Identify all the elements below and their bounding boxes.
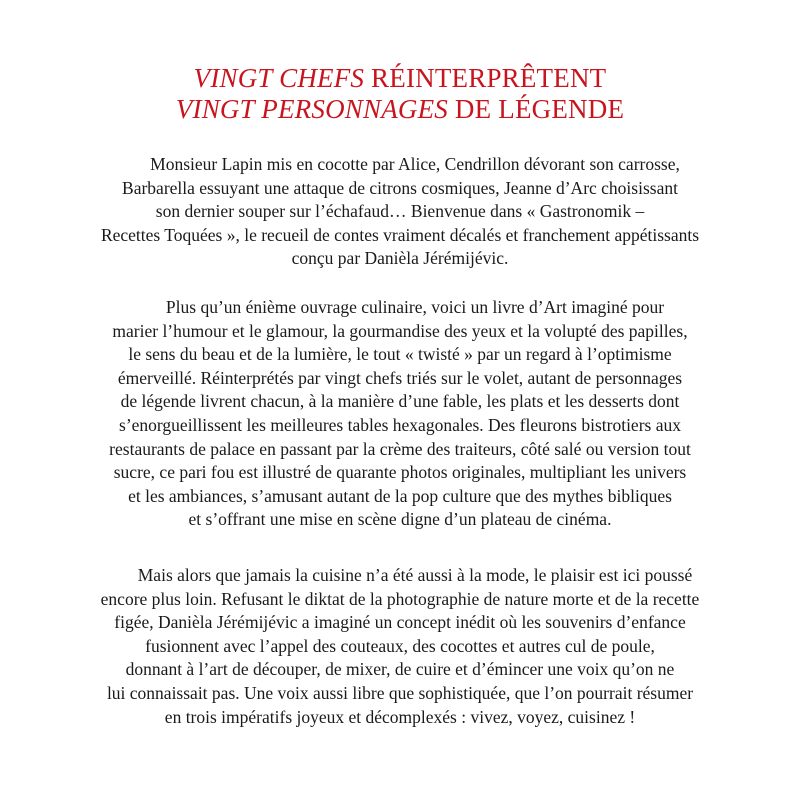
paragraph-line: figée, Danièla Jérémijévic a imaginé un concept inédit où les souvenirs d’enfance: [114, 612, 686, 633]
paragraph-line: marier l’humour et le glamour, la gourmandise des yeux et la volupté des papilles,: [112, 320, 688, 341]
paragraph-line: Plus qu’un énième ouvrage culinaire, voici un livre d’Art imaginé pour: [165, 297, 665, 317]
paragraph-line: s’enorgueillissent les meilleures tables hexagonales. Des fleurons bistrotiers aux: [119, 414, 681, 435]
paragraph-line: encore plus loin. Refusant le diktat de la photographie de nature morte et de la recette: [100, 588, 700, 609]
paragraph-line: Monsieur Lapin mis en cocotte par Alice, Cendrillon dévorant son carrosse,: [150, 154, 680, 174]
paragraph-line: le sens du beau et de la lumière, le tout « twisté » par un regard à l’optimisme: [128, 344, 672, 365]
title-line-1-italic: VINGT CHEFS: [193, 63, 365, 93]
paragraph-intro: [0, 153, 800, 271]
title-line-2: [0, 94, 800, 124]
paragraph-line: Barbarella essuyant une attaque de citrons cosmiques, Jeanne d’Arc choisissant: [122, 177, 678, 198]
title-line-1: [0, 63, 800, 93]
paragraph-line: son dernier souper sur l’échafaud… Bienvenue dans « Gastronomik –: [155, 201, 645, 222]
paragraph-line: et s’offrant une mise en scène digne d’un plateau de cinéma.: [188, 509, 612, 530]
paragraph-line: émerveillé. Réinterprétés par vingt chefs triés sur le volet, autant de personnages: [117, 367, 683, 388]
paragraph-line: en trois impératifs joyeux et décomplexés : vivez, voyez, cuisinez !: [164, 706, 636, 727]
paragraph-line: Mais alors que jamais la cuisine n’a été aussi à la mode, le plaisir est ici poussé: [137, 565, 693, 585]
paragraph-line: Recettes Toquées », le recueil de contes vraiment décalés et franchement appétissants: [100, 224, 700, 245]
paragraph-line: donnant à l’art de découper, de mixer, de cuire et d’émincer une voix qu’on ne: [125, 659, 675, 680]
title-line-2-italic: VINGT PERSONNAGES: [175, 94, 448, 124]
paragraph-line: lui connaissait pas. Une voix aussi libre que sophistiquée, que l’on pourrait résumer: [106, 682, 694, 703]
title-line-2-regular: DE LÉGENDE: [447, 94, 625, 124]
paragraph-line: et les ambiances, s’amusant autant de la pop culture que des mythes bibliques: [128, 485, 672, 506]
paragraph-line: de légende livrent chacun, à la manière d’une fable, les plats et les desserts dont: [120, 391, 680, 412]
paragraph-line: conçu par Danièla Jérémijévic.: [291, 248, 509, 269]
paragraph-art-book: [0, 296, 800, 532]
title-line-1-regular: RÉINTERPRÊTENT: [364, 63, 607, 93]
paragraph-line: sucre, ce pari fou est illustré de quarante photos originales, multipliant les univers: [113, 462, 687, 483]
paragraph-concept: [0, 564, 800, 729]
paragraph-line: fusionnent avec l’appel des couteaux, des cocottes et autres cul de poule,: [145, 635, 655, 656]
paragraph-line: restaurants de palace en passant par la crème des traiteurs, côté salé ou version tout: [109, 438, 691, 459]
